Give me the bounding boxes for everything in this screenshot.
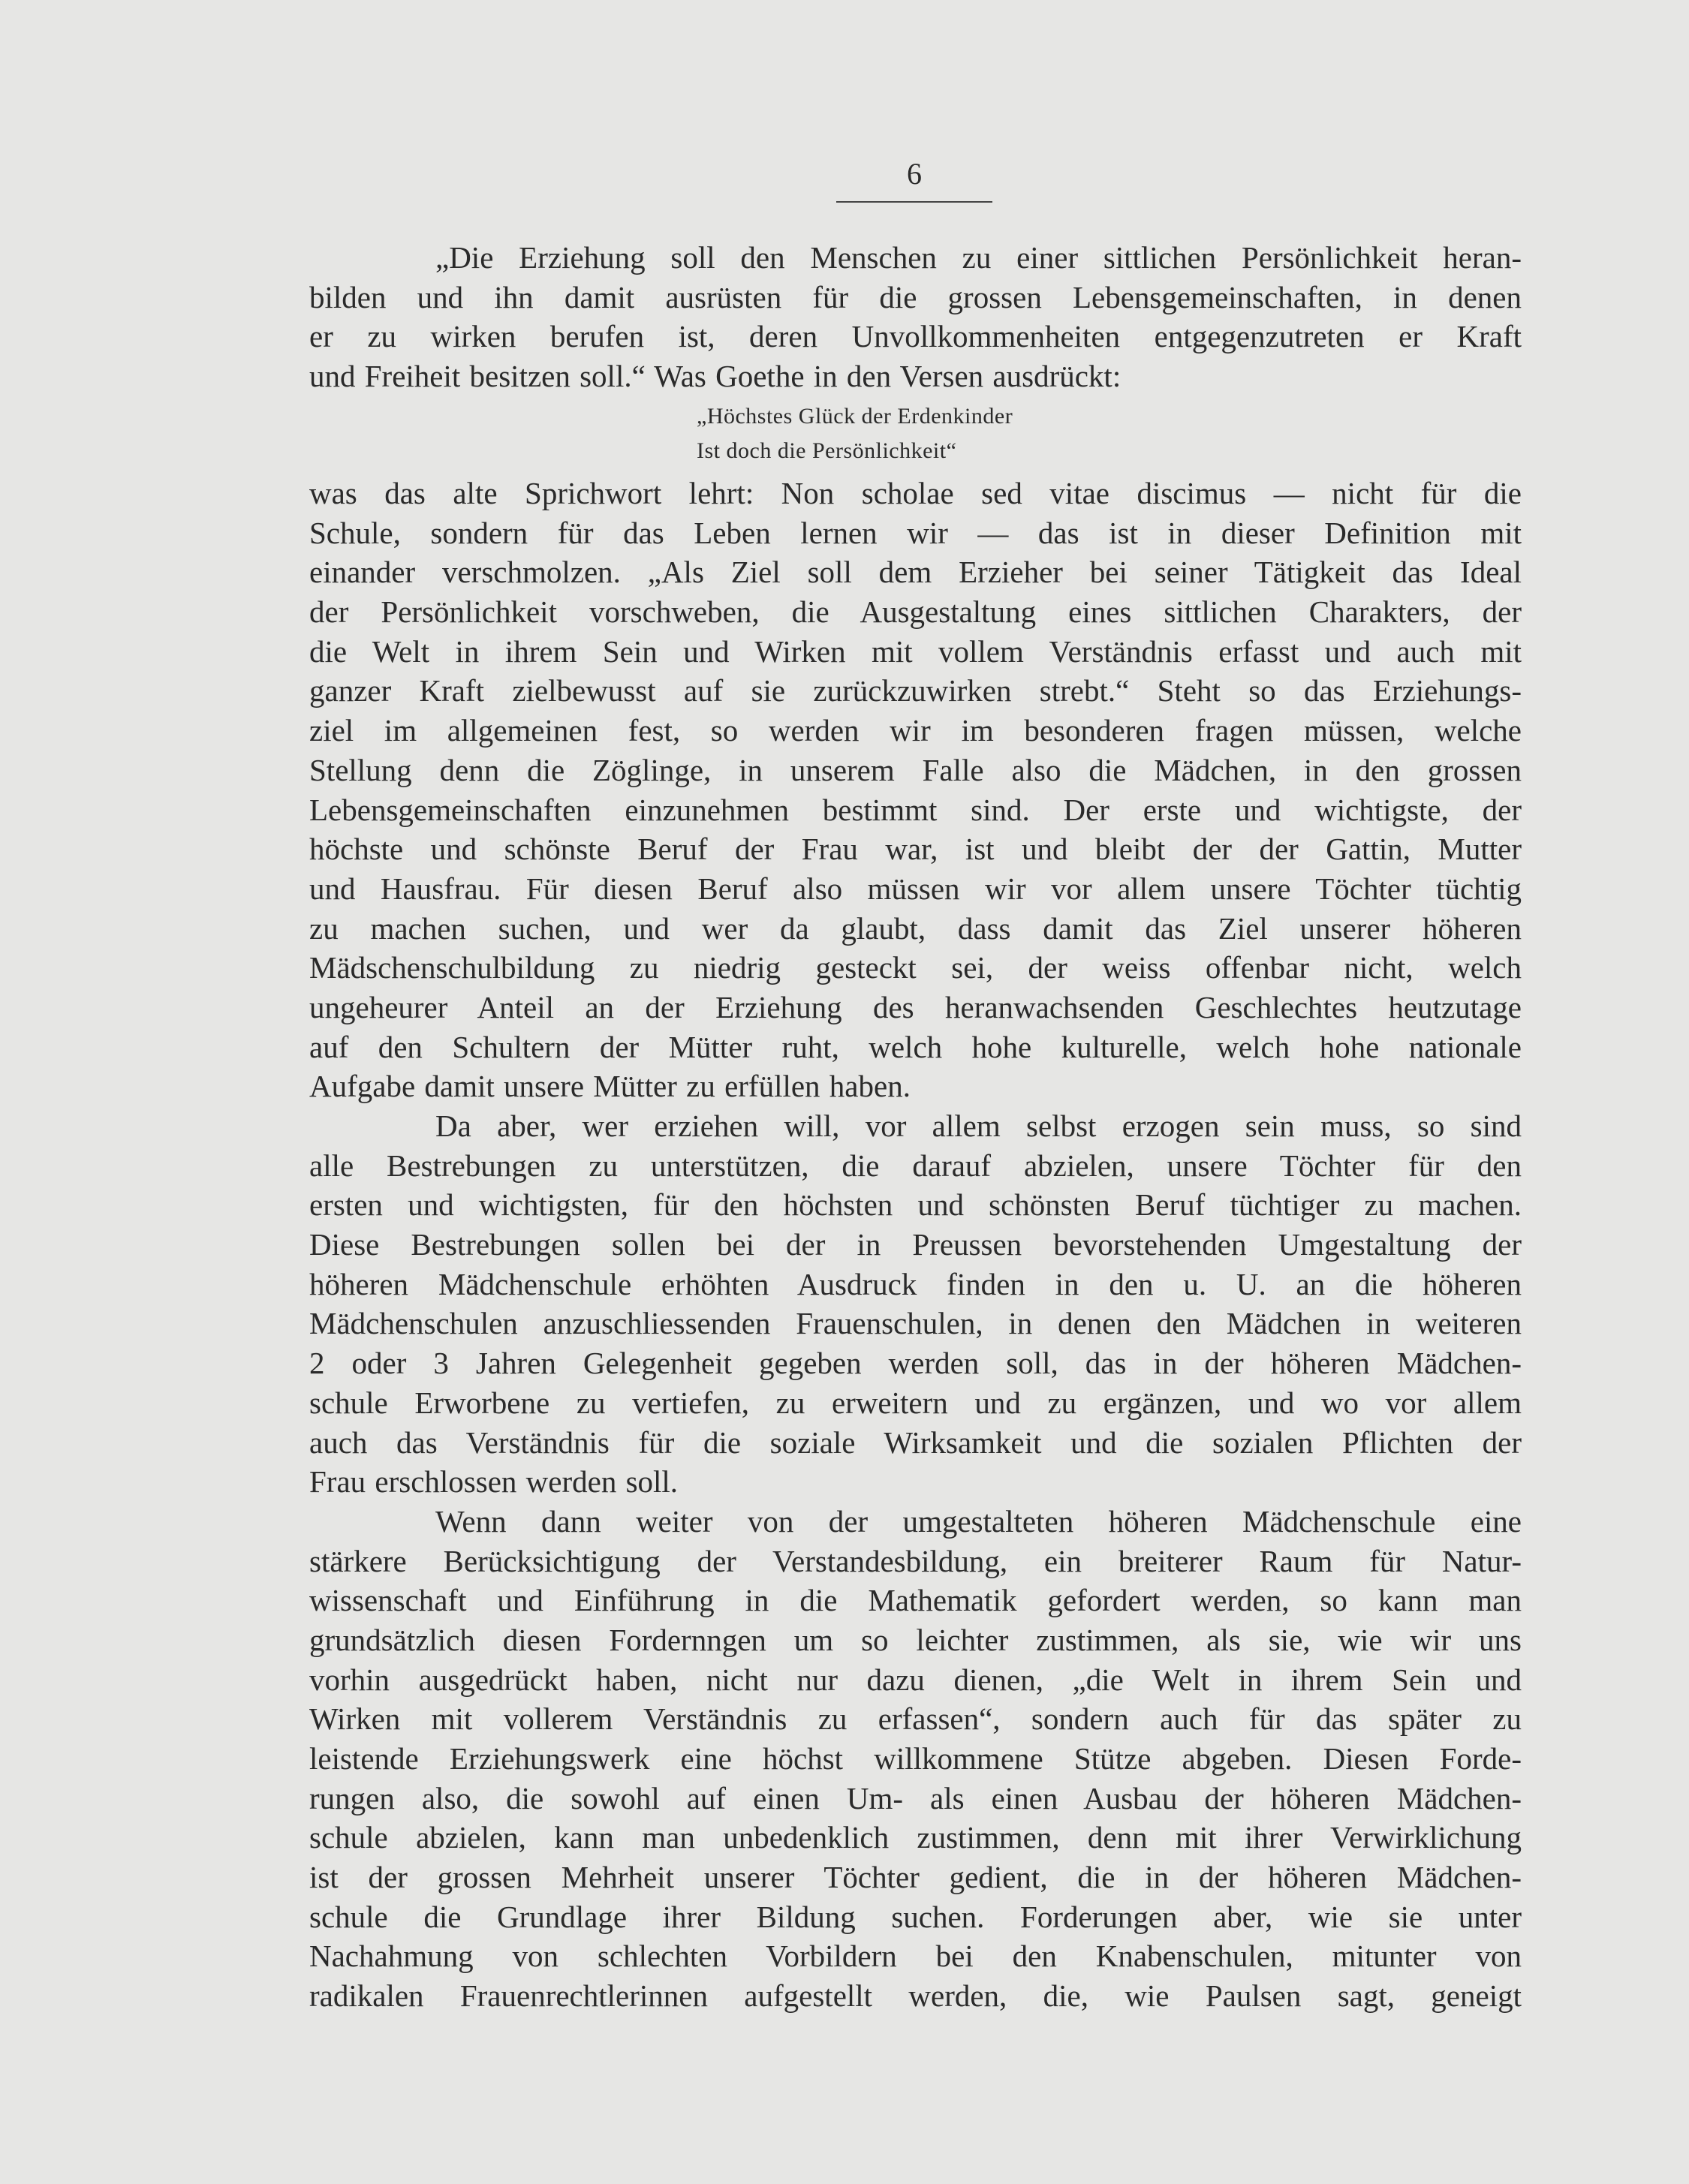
text-line: vorhin ausgedrückt haben, nicht nur dazu dienen, „die Welt in ihrem Sein und — [309, 1662, 1522, 1697]
goethe-verse — [697, 399, 1013, 468]
text-line: was das alte Sprichwort lehrt: Non scholae sed vitae discimus — nicht für die — [309, 476, 1522, 510]
text-line: bilden und ihn damit ausrüsten für die grossen Lebensgemeinschaften, in denen — [309, 279, 1522, 314]
text-line: höchste und schönste Beruf der Frau war, ist und bleibt der der Gattin, Mutter — [309, 832, 1522, 867]
text-line: Mädschenschulbildung zu niedrig gesteckt sei, der weiss offenbar nicht, welch — [309, 950, 1522, 985]
text-line: grundsätzlich diesen Fordernngen um so leichter zustimmen, als sie, wie wir uns — [309, 1622, 1522, 1657]
text-line: einander verschmolzen. „Als Ziel soll dem Erzieher bei seiner Tätigkeit das Ideal — [309, 555, 1522, 590]
verse-line: „Höchstes Glück der Erdenkinder — [697, 404, 1013, 429]
text-line: schule die Grundlage ihrer Bildung suchen. Forderungen aber, wie sie unter — [309, 1899, 1522, 1934]
page-number-rule — [836, 201, 992, 203]
text-line: ist der grossen Mehrheit unserer Töchter gedient, die in der höheren Mädchen- — [309, 1860, 1522, 1895]
text-line: er zu wirken berufen ist, deren Unvollkommenheiten entgegenzutreten er Kraft — [309, 319, 1522, 354]
text-line: leistende Erziehungswerk eine höchst willkommene Stütze abgeben. Diesen Forde- — [309, 1741, 1522, 1776]
text-line: stärkere Berücksichtigung der Verstandesbildung, ein breiterer Raum für Natur- — [309, 1543, 1522, 1578]
body-text — [309, 474, 1522, 2016]
text-line: Aufgabe damit unsere Mütter zu erfüllen haben. — [309, 1069, 911, 1104]
text-line: wissenschaft und Einführung in die Mathematik gefordert werden, so kann man — [309, 1583, 1522, 1618]
text-line: auf den Schultern der Mütter ruht, welch hohe kulturelle, welch hohe nationale — [309, 1029, 1522, 1064]
text-line: auch das Verständnis für die soziale Wirksamkeit und die sozialen Pflichten der — [309, 1424, 1522, 1460]
text-line: ersten und wichtigsten, für den höchsten und schönsten Beruf tüchtiger zu machen. — [309, 1187, 1522, 1223]
text-line: und Freiheit besitzen soll.“ Was Goethe in den Versen ausdrückt: — [309, 359, 1121, 394]
text-line: ganzer Kraft zielbewusst auf sie zurückzuwirken strebt.“ Steht so das Erziehungs- — [309, 673, 1522, 708]
text-line: 2 oder 3 Jahren Gelegenheit gegeben werden soll, das in der höheren Mädchen- — [309, 1346, 1522, 1381]
text-line: Stellung denn die Zöglinge, in unserem Falle also die Mädchen, in den grossen — [309, 752, 1522, 787]
text-line: alle Bestrebungen zu unterstützen, die darauf abzielen, unsere Töchter für den — [309, 1148, 1522, 1183]
text-line: ziel im allgemeinen fest, so werden wir im besonderen fragen müssen, welche — [309, 713, 1522, 748]
text-line: höheren Mädchenschule erhöhten Ausdruck finden in den u. U. an die höheren — [309, 1266, 1522, 1301]
text-line: Nachahmung von schlechten Vorbildern bei den Knabenschulen, mitunter von — [309, 1939, 1522, 1974]
text-line: „Die Erziehung soll den Menschen zu einer sittlichen Persönlichkeit heran- — [435, 240, 1522, 275]
text-line: zu machen suchen, und wer da glaubt, dass damit das Ziel unserer höheren — [309, 910, 1522, 946]
text-line: schule abzielen, kann man unbedenklich zustimmen, denn mit ihrer Verwirklichung — [309, 1820, 1522, 1855]
intro-paragraph — [309, 238, 1522, 396]
text-line: die Welt in ihrem Sein und Wirken mit vollem Verständnis erfasst und auch mit — [309, 633, 1522, 669]
text-line: Wirken mit vollerem Verständnis zu erfassen“, sondern auch für das später zu — [309, 1701, 1522, 1737]
verse-line: Ist doch die Persönlichkeit“ — [697, 438, 957, 463]
text-line: radikalen Frauenrechtlerinnen aufgestellt werden, die, wie Paulsen sagt, geneigt — [309, 1978, 1522, 2014]
text-line: der Persönlichkeit vorschweben, die Ausgestaltung eines sittlichen Charakters, der — [309, 594, 1522, 630]
text-line: Wenn dann weiter von der umgestalteten höheren Mädchenschule eine — [435, 1503, 1522, 1539]
text-line: Frau erschlossen werden soll. — [309, 1464, 679, 1500]
text-line: ungeheurer Anteil an der Erziehung des heranwachsenden Geschlechtes heutzutage — [309, 989, 1522, 1024]
text-line: Mädchenschulen anzuschliessenden Frauenschulen, in denen den Mädchen in weiteren — [309, 1306, 1522, 1341]
text-line: Da aber, wer erziehen will, vor allem selbst erzogen sein muss, so sind — [435, 1109, 1522, 1143]
text-line: Lebensgemeinschaften einzunehmen bestimmt sind. Der erste und wichtigste, der — [309, 792, 1522, 827]
text-line: Schule, sondern für das Leben lernen wir — das ist in dieser Definition mit — [309, 515, 1522, 550]
text-line: schule Erworbene zu vertiefen, zu erweitern und zu ergänzen, und wo vor allem — [309, 1385, 1522, 1420]
page-number: 6 — [907, 157, 922, 191]
text-line: rungen also, die sowohl auf einen Um- als einen Ausbau der höheren Mädchen- — [309, 1780, 1522, 1815]
text-line: Diese Bestrebungen sollen bei der in Preussen bevorstehenden Umgestaltung der — [309, 1227, 1522, 1262]
text-line: und Hausfrau. Für diesen Beruf also müssen wir vor allem unsere Töchter tüchtig — [309, 871, 1522, 906]
